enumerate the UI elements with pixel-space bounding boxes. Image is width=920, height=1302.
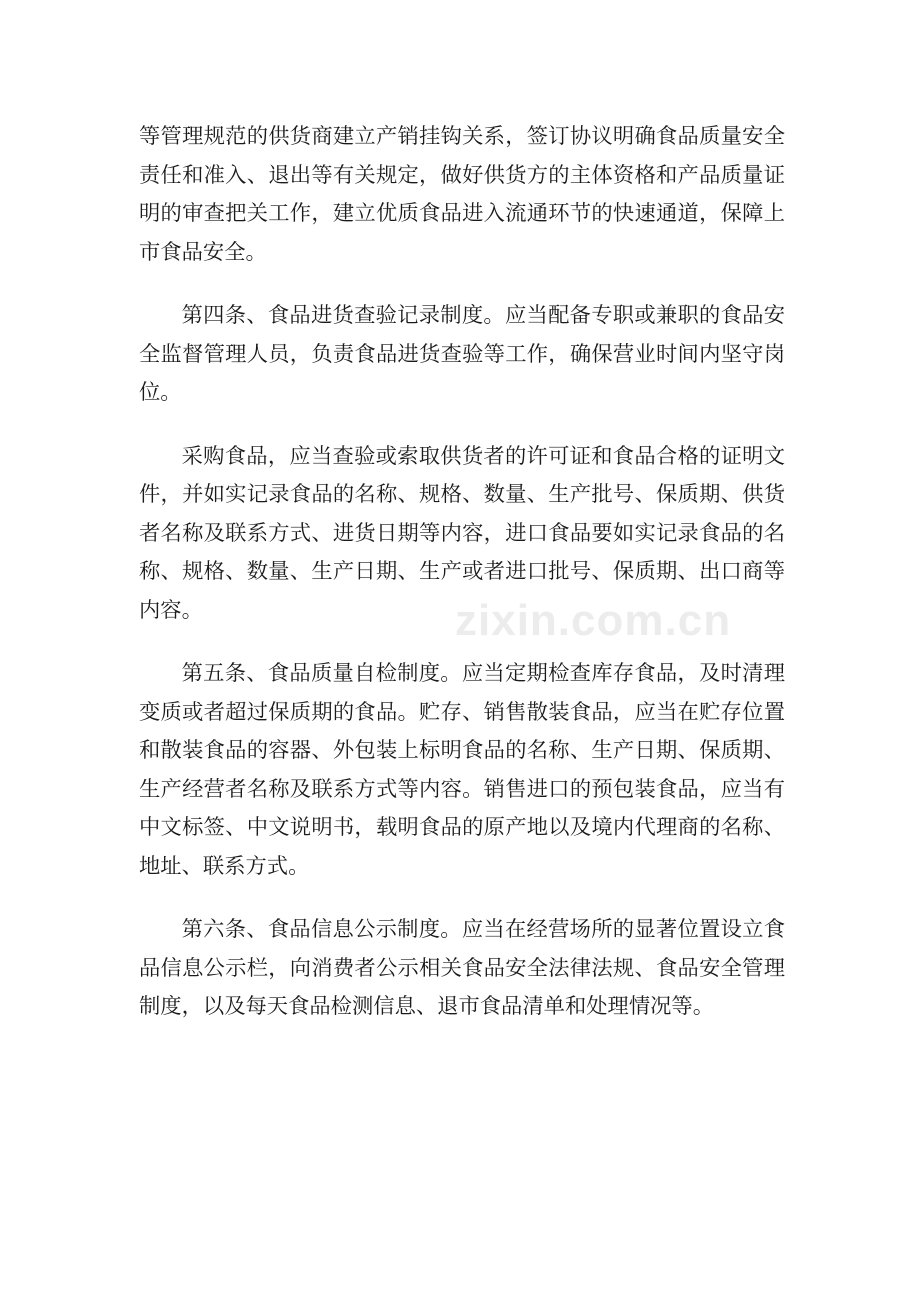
document-body bbox=[139, 118, 785, 1052]
paragraph-article-6: 第六条、食品信息公示制度。应当在经营场所的显著位置设立食品信息公示栏，向消费者公示相关食品安全法律法规、食品安全管理制度，以及每天食品检测信息、退市食品清单和处理情况等。 bbox=[139, 917, 785, 1019]
paragraph-continuation: 等管理规范的供货商建立产销挂钩关系，签订协议明确食品质量安全责任和准入、退出等有关规定，做好供货方的主体资格和产品质量证明的审查把关工作，建立优质食品进入流通环节的快速通道，保障上市食品安全。 bbox=[139, 124, 785, 265]
paragraph-article-5: 第五条、食品质量自检制度。应当定期检查库存食品，及时清理变质或者超过保质期的食品。贮存、销售散装食品，应当在贮存位置和散装食品的容器、外包装上标明食品的名称、生产日期、保质期、生产经营者名称及联系方式等内容。销售进口的预包装食品，应当有中文标签、中文说明书，载明食品的原产地以及境内代理商的名称、地址、联系方式。 bbox=[139, 661, 785, 879]
watermark: zixin.com.cn bbox=[455, 596, 732, 645]
paragraph-article-4: 第四条、食品进货查验记录制度。应当配备专职或兼职的食品安全监督管理人员，负责食品进货查验等工作，确保营业时间内坚守岗位。 bbox=[139, 303, 785, 405]
paragraph-purchase-inspection: 采购食品，应当查验或索取供货者的许可证和食品合格的证明文件，并如实记录食品的名称、规格、数量、生产批号、保质期、供货者名称及联系方式、进货日期等内容，进口食品要如实记录食品的名称、规格、数量、生产日期、生产或者进口批号、保质期、出口商等内容。 bbox=[139, 443, 785, 623]
